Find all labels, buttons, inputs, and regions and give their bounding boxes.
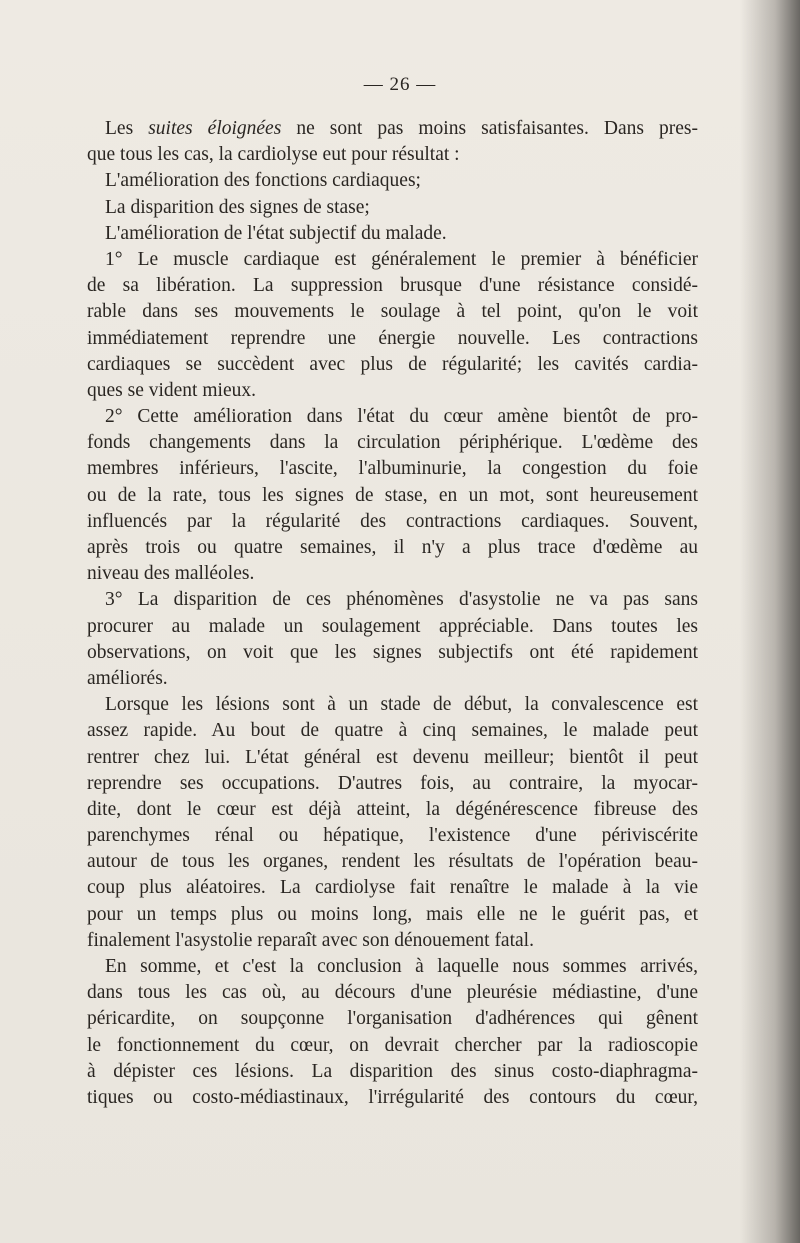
- text-line: dans tous les cas où, au décours d'une pleurésie médiastine, d'une: [87, 982, 698, 1004]
- text-line: L'amélioration de l'état subjectif du malade.: [105, 222, 447, 244]
- text-line: finalement l'asystolie reparaît avec son dénouement fatal.: [87, 929, 534, 951]
- text-line: améliorés.: [87, 667, 168, 689]
- text-line: immédiatement reprendre une énergie nouvelle. Les contractions: [87, 327, 698, 349]
- text-line: 3° La disparition de ces phénomènes d'asystolie ne va pas sans: [105, 589, 698, 611]
- text-line: fonds changements dans la circulation périphérique. L'œdème des: [87, 432, 698, 454]
- text-line: rentrer chez lui. L'état général est devenu meilleur; bientôt il peut: [87, 746, 698, 768]
- text-line: reprendre ses occupations. D'autres fois, au contraire, la myocar-: [87, 772, 698, 794]
- text-line: tiques ou costo-médiastinaux, l'irrégularité des contours du cœur,: [87, 1086, 698, 1108]
- text-line: observations, on voit que les signes subjectifs ont été rapidement: [87, 641, 698, 663]
- text-line: de sa libération. La suppression brusque d'une résistance considé-: [87, 275, 698, 297]
- text-line: que tous les cas, la cardiolyse eut pour résultat :: [87, 144, 460, 166]
- text-line: 1° Le muscle cardiaque est généralement le premier à bénéficier: [105, 248, 698, 270]
- text-line: ou de la rate, tous les signes de stase, en un mot, sont heureusement: [87, 484, 698, 506]
- text-line: Lorsque les lésions sont à un stade de début, la convalescence est: [105, 694, 698, 716]
- text-line: L'amélioration des fonctions cardiaques;: [105, 170, 421, 192]
- text-line: Les suites éloignées ne sont pas moins satisfaisantes. Dans pres-: [105, 118, 698, 139]
- text-line: parenchymes rénal ou hépatique, l'existence d'une périviscérite: [87, 825, 698, 847]
- text-line: autour de tous les organes, rendent les résultats de l'opération beau-: [87, 851, 698, 873]
- text-line: membres inférieurs, l'ascite, l'albuminurie, la congestion du foie: [87, 458, 698, 480]
- body-text: [87, 116, 698, 1111]
- text-line: assez rapide. Au bout de quatre à cinq semaines, le malade peut: [87, 720, 698, 742]
- text-line: niveau des malléoles.: [87, 563, 255, 585]
- text-line: coup plus aléatoires. La cardiolyse fait renaître le malade à la vie: [87, 877, 698, 899]
- text-line: cardiaques se succèdent avec plus de régularité; les cavités cardia-: [87, 353, 698, 375]
- text-line: dite, dont le cœur est déjà atteint, la dégénérescence fibreuse des: [87, 798, 698, 820]
- text-line: à dépister ces lésions. La disparition des sinus costo-diaphragma-: [87, 1060, 698, 1082]
- text-line: le fonctionnement du cœur, on devrait chercher par la radioscopie: [87, 1034, 698, 1056]
- text-line: procurer au malade un soulagement appréciable. Dans toutes les: [87, 615, 698, 637]
- text-line: ques se vident mieux.: [87, 379, 256, 401]
- text-line: La disparition des signes de stase;: [105, 196, 370, 218]
- page-number: — 26 —: [363, 74, 437, 95]
- text-line: 2° Cette amélioration dans l'état du cœur amène bientôt de pro-: [105, 406, 698, 428]
- text-line: En somme, et c'est la conclusion à laquelle nous sommes arrivés,: [105, 956, 698, 977]
- text-line: pour un temps plus ou moins long, mais elle ne le guérit pas, et: [87, 903, 698, 925]
- text-line: influencés par la régularité des contractions cardiaques. Souvent,: [87, 510, 698, 532]
- text-line: rable dans ses mouvements le soulage à tel point, qu'on le voit: [87, 301, 698, 323]
- text-line: péricardite, on soupçonne l'organisation d'adhérences qui gênent: [87, 1008, 698, 1030]
- text-line: après trois ou quatre semaines, il n'y a plus trace d'œdème au: [87, 537, 698, 558]
